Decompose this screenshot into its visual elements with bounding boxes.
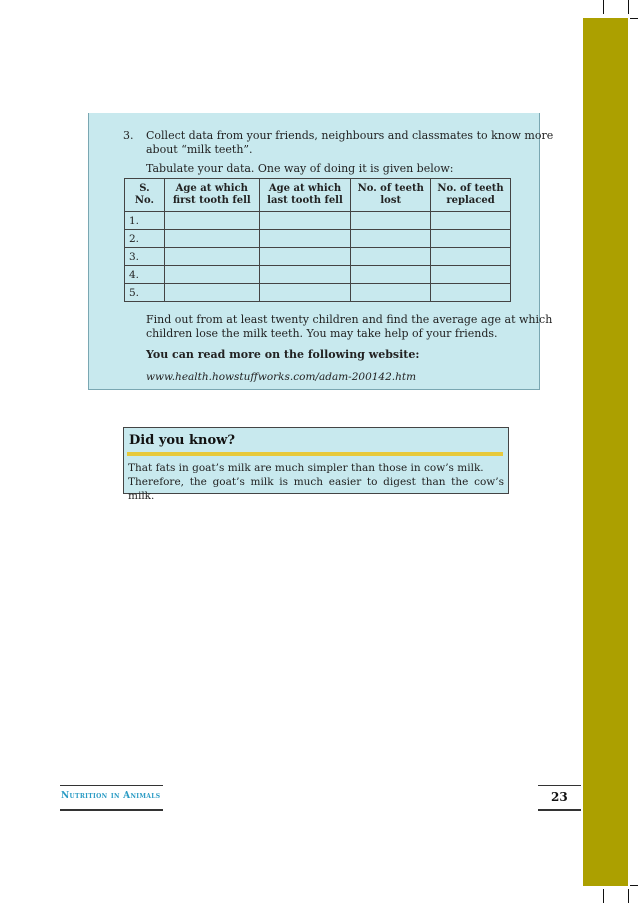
milk-teeth-table — [124, 178, 511, 302]
did-you-know-text — [128, 461, 504, 503]
findout-line1: Find out from at least twenty children and find the average age at which — [146, 313, 553, 326]
activity-intro-line2: about “milk teeth”. — [146, 143, 253, 156]
did-you-know-box — [123, 427, 509, 502]
footer-rule-right-top — [538, 785, 581, 786]
website-link[interactable]: www.health.howstuffworks.com/adam-200142.htm — [146, 371, 417, 383]
chapter-title: Nutrition in Animals — [61, 791, 161, 801]
crop-mark — [628, 889, 629, 903]
footer-rule-right-bottom — [538, 809, 581, 811]
activity-intro-line1: Collect data from your friends, neighbours and classmates to know more — [146, 129, 554, 142]
crop-mark — [630, 18, 638, 19]
table-row — [125, 230, 511, 248]
did-you-know-line1: That fats in goat’s milk are much simpler than those in cow’s milk. — [128, 462, 484, 474]
row-number-cell: 1. — [125, 212, 165, 230]
did-you-know-title: Did you know? — [129, 433, 235, 448]
findout-line2: children lose the milk teeth. You may take help of your friends. — [146, 327, 498, 340]
row-number-cell: 4. — [125, 266, 165, 284]
crop-mark — [603, 0, 604, 14]
crop-mark — [630, 885, 638, 886]
crop-mark — [628, 0, 629, 14]
table-header-cell: Age at which first tooth fell — [164, 179, 259, 212]
crop-mark — [603, 889, 604, 903]
table-header-cell: Age at which last tooth fell — [259, 179, 351, 212]
did-you-know-line2: Therefore, the goat’s milk is much easier to digest than the cow’s milk. — [128, 476, 504, 502]
activity-tabulate-text: Tabulate your data. One way of doing it is given below: — [146, 162, 454, 175]
footer-rule-left-bottom — [60, 809, 163, 811]
highlight-bar — [127, 452, 503, 456]
table-row — [125, 248, 511, 266]
table-header-cell: No. of teeth replaced — [431, 179, 511, 212]
table-row — [125, 266, 511, 284]
table-header-row — [125, 179, 511, 212]
table-header-cell: S. No. — [125, 179, 165, 212]
page-number: 23 — [551, 790, 568, 804]
row-number-cell: 2. — [125, 230, 165, 248]
website-heading: You can read more on the following website: — [146, 348, 420, 361]
footer-rule-left-top — [60, 785, 163, 786]
page-side-band — [583, 18, 628, 886]
table-header-cell: No. of teeth lost — [351, 179, 431, 212]
row-number-cell: 5. — [125, 284, 165, 302]
table-row — [125, 284, 511, 302]
row-number-cell: 3. — [125, 248, 165, 266]
table-row — [125, 212, 511, 230]
activity-item-number: 3. — [123, 129, 134, 142]
